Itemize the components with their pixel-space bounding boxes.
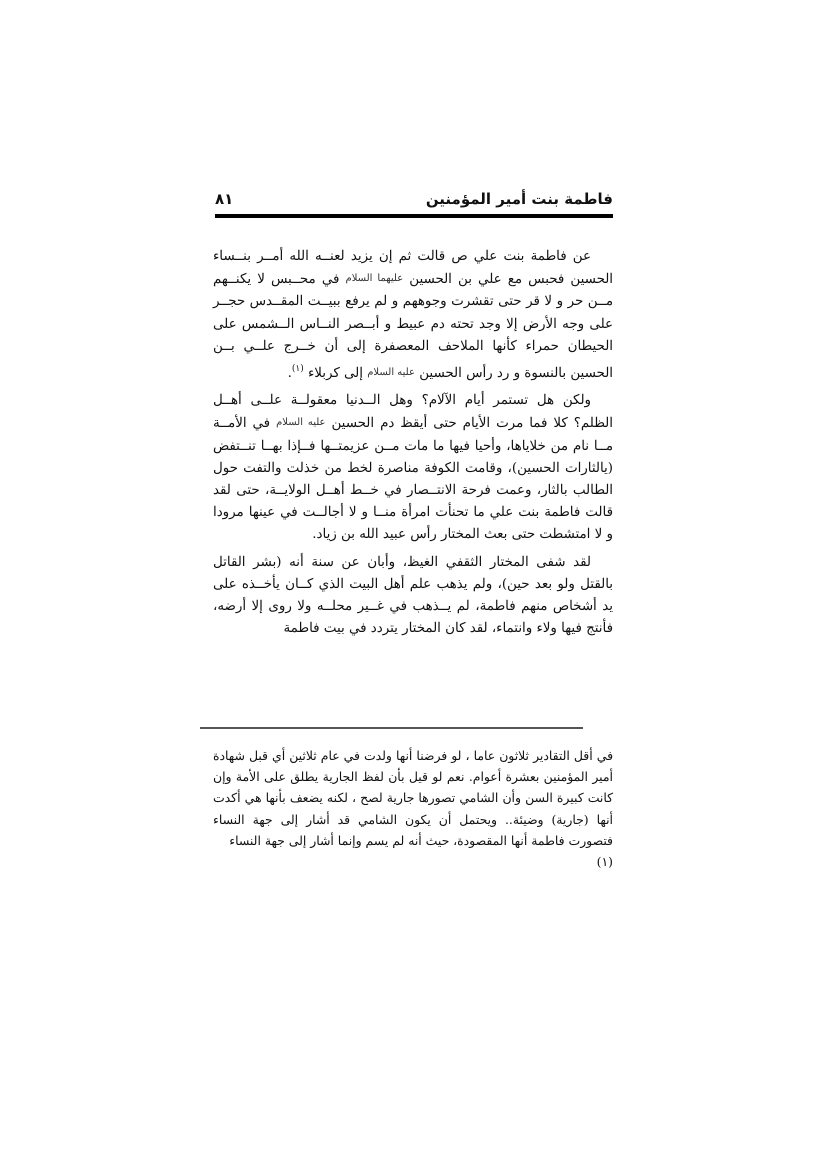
footnote-marker: (١) <box>596 854 613 870</box>
honorific-glyph: عليهما السلام <box>345 273 404 285</box>
header-rule <box>215 214 613 218</box>
honorific-glyph: عليه السلام <box>276 417 326 429</box>
footnote-separator <box>200 727 583 729</box>
honorific-glyph: عليه السلام <box>367 367 415 379</box>
page-header <box>215 188 613 212</box>
body-text <box>213 246 613 645</box>
paragraph-3: لقد شفى المختار الثقفي الغيظ، وأبان عن سنة أنه (بشر القاتل بالقتل ولو بعد حين)، ولم يذهب علم أهل البيت الذي كــان يأخــذه على يد أشخاص منهم فاطمة، لم يــذهب في غــير محلــه ولا روى إلا أرضه، فأنتج فيها ولاء وانتماء، لقد كان المختار يتردد في بيت فاطمة <box>213 554 613 637</box>
paragraph-2: ولكن هل تستمر أيام الآلام؟ وهل الــدنيا معقولــة علــى أهــل الظلم؟ كلا فما مرت الأيام حتى أيقظ دم الحسين عليه السلام في الأمــة مــا نام من خلاياها، وأحيا فيها ما مات مــن عزيمتــها فــإذا بهــا تنــتفض (يالثارات الحسين)، وقامت الكوفة مناصرة لخط من خذلت والتفت حول الطالب بالثار، وعمت فرحة الانتــصار في خــط أهــل الولايــة، حتى لقد قالت فاطمة بنت علي ما تحنأت امرأة منــا و لا أجالــت في عينها مرودا و لا امتشطت حتى بعث المختار رأس عبيد الله بن زياد. <box>213 393 613 543</box>
footnote-reference[interactable]: (١) <box>291 364 304 375</box>
running-title: فاطمة بنت أمير المؤمنين <box>425 190 613 208</box>
footnotes <box>213 745 613 872</box>
paragraph-1: عن فاطمة بنت علي ص قالت ثم إن يزيد لعنــه الله أمــر بنــساء الحسين فحبس مع علي بن الحسين عليهما السلام في محــبس لا يكنــهم مــن حر و لا قر حتى تقشرت وجوههم و لم يرفع ببيــت المقــدس حجــر على وجه الأرض إلا وجد تحته دم عبيط و أبــصر النــاس الــشمس على الحيطان حمراء كأنها الملاحف المعصفرة إلى أن خــرج علــي بــن الحسين بالنسوة و رد رأس الحسين عليه السلام إلى كربلاء $^{(١)}$. <box>213 249 614 382</box>
footnote-text: في أقل التقادير ثلاثون عاما ، لو فرضنا أنها ولدت في عام ثلاثين أي قبل شهادة أمير المؤمنين بعشرة أعوام. نعم لو قيل بأن لفظ الجارية يطلق على الأمة وإن كانت كبيرة السن وأن الشامي تصورها جارية لصح ، لكنه يضعف بأنها هي أكدت أنها (جارية) وضيئة.. ويحتمل أن يكون الشامي قد أشار إلى جهة النساء فتصورت فاطمة أنها المقصودة، حيث أنه لم يسم وإنما أشار إلى جهة النساء <box>213 748 613 848</box>
page-number: ٨١ <box>215 190 234 208</box>
